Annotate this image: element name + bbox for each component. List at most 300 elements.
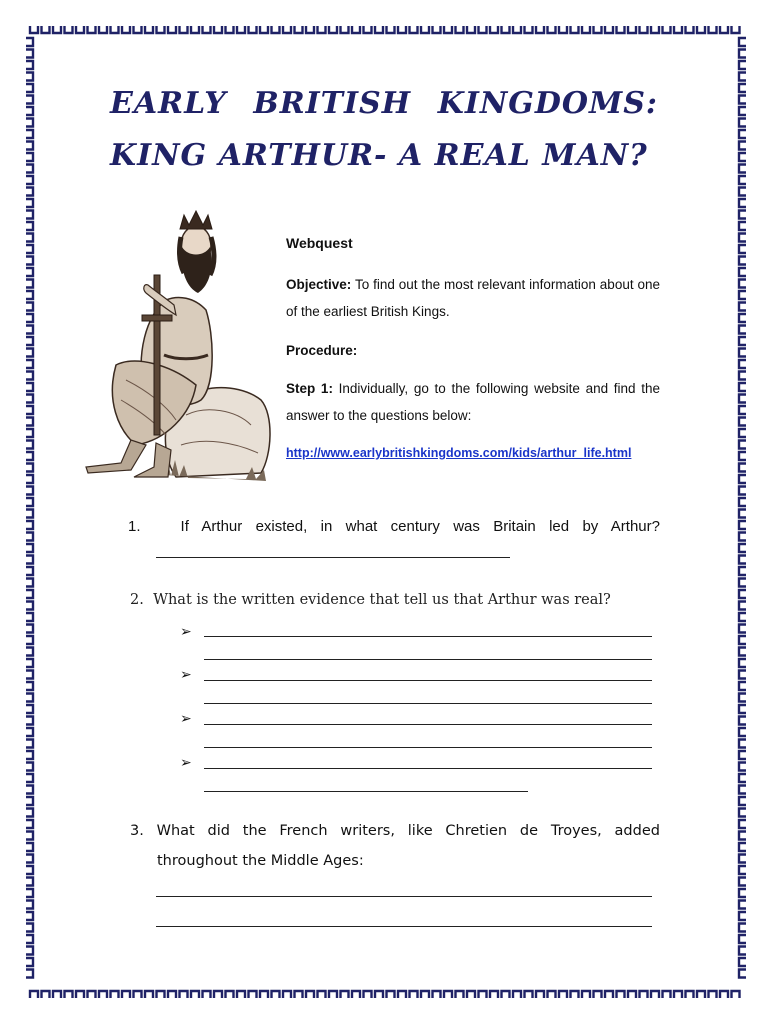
border-link: [739, 360, 746, 368]
border-link: [26, 935, 33, 943]
border-link: [26, 912, 33, 920]
question-1: [128, 514, 660, 540]
border-link: [387, 26, 395, 33]
border-link: [26, 291, 33, 299]
border-link: [739, 487, 746, 495]
border-link: [739, 866, 746, 874]
border-link: [739, 257, 746, 265]
border-link: [674, 26, 682, 33]
border-link: [122, 991, 130, 998]
border-link: [180, 991, 188, 998]
question-3-word: Troyes,: [550, 823, 602, 839]
answer-line[interactable]: [156, 896, 652, 897]
border-link: [456, 991, 464, 998]
border-link: [732, 26, 740, 33]
border-link: [26, 176, 33, 184]
border-link: [26, 671, 33, 679]
border-link: [739, 73, 746, 81]
answer-line[interactable]: [204, 747, 652, 748]
border-link: [739, 142, 746, 150]
border-link: [628, 26, 636, 33]
border-link: [26, 648, 33, 656]
border-link: [410, 991, 418, 998]
border-link: [739, 50, 746, 58]
border-link: [490, 991, 498, 998]
border-link: [739, 740, 746, 748]
border-link: [26, 728, 33, 736]
border-link: [26, 153, 33, 161]
border-link: [739, 958, 746, 966]
border-link: [26, 579, 33, 587]
question-3-word: added: [614, 823, 660, 839]
border-link: [605, 991, 613, 998]
border-link: [739, 199, 746, 207]
border-link: [26, 878, 33, 886]
border-link: [26, 763, 33, 771]
border-link: [739, 211, 746, 219]
border-link: [548, 991, 556, 998]
website-link[interactable]: http://www.earlybritishkingdoms.com/kids/arthur_life.html: [286, 446, 632, 460]
border-link: [26, 889, 33, 897]
border-link: [739, 602, 746, 610]
question-3-word: de: [519, 823, 539, 839]
border-link: [651, 26, 659, 33]
border-link: [157, 991, 165, 998]
border-link: [122, 26, 130, 33]
border-link: [99, 26, 107, 33]
border-link: [26, 843, 33, 851]
border-link: [739, 832, 746, 840]
worksheet-title-line1: [110, 86, 658, 121]
border-link: [26, 613, 33, 621]
objective-paragraph: [286, 271, 660, 325]
border-link: [628, 991, 636, 998]
border-link: [272, 26, 280, 33]
border-link: [739, 878, 746, 886]
answer-line[interactable]: [156, 557, 510, 558]
question-1-text: If Arthur existed, in what century was Britain led by Arthur?: [180, 518, 660, 535]
border-link: [739, 84, 746, 92]
border-link: [536, 26, 544, 33]
border-link: [42, 991, 50, 998]
border-link: [26, 257, 33, 265]
border-link: [739, 510, 746, 518]
border-link: [26, 602, 33, 610]
border-link: [739, 176, 746, 184]
border-link: [145, 26, 153, 33]
border-link: [26, 142, 33, 150]
border-link: [513, 991, 521, 998]
border-link: [26, 211, 33, 219]
border-link: [525, 991, 533, 998]
border-link: [237, 26, 245, 33]
border-link: [26, 130, 33, 138]
border-link: [76, 26, 84, 33]
answer-line[interactable]: [204, 703, 652, 704]
arrowhead-bullet-icon: ➢: [180, 667, 192, 683]
border-link: [739, 475, 746, 483]
border-link: [26, 165, 33, 173]
title-word: EARLY: [110, 86, 227, 121]
border-link: [26, 349, 33, 357]
border-link: [739, 291, 746, 299]
border-link: [739, 188, 746, 196]
border-link: [26, 406, 33, 414]
answer-line[interactable]: [204, 768, 652, 769]
border-link: [26, 372, 33, 380]
border-link: [513, 26, 521, 33]
border-link: [525, 26, 533, 33]
question-3-word: like: [407, 823, 433, 839]
border-link: [375, 991, 383, 998]
border-link: [739, 728, 746, 736]
border-link: [739, 625, 746, 633]
border-link: [26, 924, 33, 932]
border-link: [467, 991, 475, 998]
border-link: [697, 991, 705, 998]
border-link: [375, 26, 383, 33]
border-link: [26, 866, 33, 874]
border-link: [26, 855, 33, 863]
border-link: [26, 96, 33, 104]
border-link: [26, 487, 33, 495]
question-3-line1: [130, 816, 660, 846]
border-link: [739, 372, 746, 380]
border-link: [467, 26, 475, 33]
border-link: [739, 234, 746, 242]
border-link: [318, 991, 326, 998]
border-link: [739, 797, 746, 805]
border-link: [26, 694, 33, 702]
border-link: [739, 774, 746, 782]
border-link: [26, 61, 33, 69]
border-link: [26, 958, 33, 966]
border-link: [26, 544, 33, 552]
border-link: [739, 395, 746, 403]
border-link: [739, 533, 746, 541]
border-link: [479, 26, 487, 33]
border-link: [739, 107, 746, 115]
border-link: [739, 452, 746, 460]
border-link: [26, 475, 33, 483]
border-link: [283, 26, 291, 33]
border-link: [26, 337, 33, 345]
border-link: [739, 119, 746, 127]
border-link: [739, 613, 746, 621]
border-link: [421, 991, 429, 998]
webquest-heading: Webquest: [286, 235, 353, 251]
step1-label: Step 1:: [286, 381, 333, 396]
king-arthur-illustration: [76, 205, 276, 490]
answer-line[interactable]: [204, 636, 652, 637]
border-link: [739, 153, 746, 161]
border-link: [42, 26, 50, 33]
question-1-number: 1.: [128, 518, 141, 535]
border-link: [26, 188, 33, 196]
border-link: [26, 326, 33, 334]
border-link: [739, 245, 746, 253]
border-link: [739, 763, 746, 771]
border-link: [739, 222, 746, 230]
border-link: [720, 26, 728, 33]
border-link: [26, 556, 33, 564]
border-link: [26, 268, 33, 276]
answer-line[interactable]: [204, 680, 652, 681]
border-link: [318, 26, 326, 33]
border-link: [739, 268, 746, 276]
border-link: [739, 96, 746, 104]
border-link: [433, 991, 441, 998]
border-link: [739, 843, 746, 851]
border-link: [65, 26, 73, 33]
border-link: [739, 786, 746, 794]
border-link: [26, 659, 33, 667]
border-link: [739, 406, 746, 414]
border-link: [111, 991, 119, 998]
border-link: [433, 26, 441, 33]
border-link: [306, 26, 314, 33]
border-link: [739, 590, 746, 598]
border-link: [26, 464, 33, 472]
border-link: [295, 991, 303, 998]
border-link: [26, 222, 33, 230]
border-link: [739, 924, 746, 932]
worksheet-title-line2: KING ARTHUR- A REAL MAN?: [110, 138, 648, 173]
border-link: [739, 820, 746, 828]
question-3-word: the: [242, 823, 267, 839]
border-link: [739, 682, 746, 690]
border-link: [26, 751, 33, 759]
border-link: [739, 337, 746, 345]
border-link: [214, 991, 222, 998]
question-3-line2: throughout the Middle Ages:: [157, 853, 364, 869]
border-link: [203, 991, 211, 998]
border-link: [26, 38, 33, 46]
border-link: [739, 544, 746, 552]
border-link: [739, 947, 746, 955]
border-link: [191, 26, 199, 33]
border-link: [739, 935, 746, 943]
border-link: [456, 26, 464, 33]
border-link: [26, 590, 33, 598]
border-link: [26, 280, 33, 288]
border-link: [145, 991, 153, 998]
border-link: [490, 26, 498, 33]
answer-line[interactable]: [204, 659, 652, 660]
border-link: [594, 26, 602, 33]
border-link: [26, 245, 33, 253]
border-link: [272, 991, 280, 998]
step1-text: Individually, go to the following website and find the answer to the questions below:: [286, 381, 660, 423]
border-link: [53, 991, 61, 998]
border-link: [444, 991, 452, 998]
border-link: [26, 498, 33, 506]
border-link: [260, 991, 268, 998]
border-link: [65, 991, 73, 998]
question-3-word: Chretien: [445, 823, 508, 839]
border-link: [720, 991, 728, 998]
border-link: [26, 901, 33, 909]
border-link: [283, 991, 291, 998]
border-link: [739, 441, 746, 449]
border-link: [26, 636, 33, 644]
border-link: [651, 991, 659, 998]
border-link: [739, 61, 746, 69]
question-3: [130, 816, 660, 876]
title-word: KINGDOMS:: [437, 86, 658, 121]
border-link: [134, 26, 142, 33]
border-link: [26, 717, 33, 725]
question-3-word: What: [156, 823, 195, 839]
border-link: [548, 26, 556, 33]
border-link: [26, 521, 33, 529]
border-link: [709, 991, 717, 998]
border-link: [26, 625, 33, 633]
border-link: [134, 991, 142, 998]
border-link: [249, 26, 257, 33]
border-link: [26, 774, 33, 782]
border-link: [410, 26, 418, 33]
border-link: [605, 26, 613, 33]
border-link: [571, 26, 579, 33]
border-link: [739, 717, 746, 725]
border-link: [168, 991, 176, 998]
border-link: [295, 26, 303, 33]
border-link: [387, 991, 395, 998]
border-link: [203, 26, 211, 33]
border-link: [674, 991, 682, 998]
arrowhead-bullet-icon: ➢: [180, 624, 192, 640]
border-link: [226, 26, 234, 33]
border-link: [26, 418, 33, 426]
border-link: [26, 797, 33, 805]
border-link: [663, 26, 671, 33]
border-link: [26, 314, 33, 322]
border-link: [352, 26, 360, 33]
border-link: [111, 26, 119, 33]
border-link: [739, 579, 746, 587]
border-link: [26, 107, 33, 115]
border-link: [663, 991, 671, 998]
question-2: [130, 592, 611, 608]
border-link: [640, 991, 648, 998]
border-link: [26, 820, 33, 828]
objective-text: To find out the most relevant information about one of the earliest British Kings.: [286, 277, 660, 319]
question-2-number: 2.: [130, 592, 144, 608]
border-link: [26, 832, 33, 840]
procedure-label: Procedure:: [286, 343, 358, 358]
border-link: [26, 809, 33, 817]
border-link: [364, 991, 372, 998]
border-link: [739, 659, 746, 667]
answer-line[interactable]: [156, 926, 652, 927]
border-link: [739, 326, 746, 334]
border-link: [26, 199, 33, 207]
border-link: [739, 418, 746, 426]
border-link: [739, 912, 746, 920]
border-link: [26, 360, 33, 368]
border-link: [686, 26, 694, 33]
border-link: [168, 26, 176, 33]
border-link: [341, 26, 349, 33]
border-link: [739, 130, 746, 138]
border-link: [479, 991, 487, 998]
title-word: BRITISH: [253, 86, 412, 121]
border-link: [352, 991, 360, 998]
answer-line[interactable]: [204, 791, 528, 792]
border-link: [26, 395, 33, 403]
border-link: [709, 26, 717, 33]
border-link: [739, 383, 746, 391]
border-link: [421, 26, 429, 33]
border-link: [502, 991, 510, 998]
question-3-word: French: [279, 823, 328, 839]
border-link: [26, 740, 33, 748]
border-link: [739, 521, 746, 529]
step1-paragraph: [286, 375, 660, 429]
border-link: [157, 26, 165, 33]
border-link: [739, 970, 746, 978]
border-link: [99, 991, 107, 998]
border-link: [398, 26, 406, 33]
border-link: [739, 636, 746, 644]
border-link: [26, 533, 33, 541]
border-link: [260, 26, 268, 33]
border-link: [739, 429, 746, 437]
answer-line[interactable]: [204, 724, 652, 725]
border-link: [30, 991, 38, 998]
border-link: [559, 991, 567, 998]
border-link: [739, 303, 746, 311]
border-link: [739, 889, 746, 897]
border-link: [732, 991, 740, 998]
border-link: [214, 26, 222, 33]
question-3-number: 3.: [130, 823, 144, 839]
border-link: [697, 26, 705, 33]
border-link: [364, 26, 372, 33]
border-link: [26, 383, 33, 391]
border-link: [571, 991, 579, 998]
border-link: [739, 280, 746, 288]
border-link: [398, 991, 406, 998]
border-link: [26, 786, 33, 794]
border-link: [30, 26, 38, 33]
border-link: [640, 26, 648, 33]
border-link: [559, 26, 567, 33]
border-link: [26, 682, 33, 690]
border-link: [739, 567, 746, 575]
border-link: [739, 498, 746, 506]
border-link: [26, 234, 33, 242]
border-link: [76, 991, 84, 998]
border-link: [739, 705, 746, 713]
border-link: [739, 648, 746, 656]
arrowhead-bullet-icon: ➢: [180, 755, 192, 771]
border-link: [536, 991, 544, 998]
border-link: [341, 991, 349, 998]
border-link: [26, 429, 33, 437]
border-link: [191, 991, 199, 998]
border-link: [739, 464, 746, 472]
question-3-word: did: [207, 823, 230, 839]
border-link: [582, 26, 590, 33]
border-link: [739, 314, 746, 322]
border-link: [329, 991, 337, 998]
border-link: [180, 26, 188, 33]
border-link: [739, 556, 746, 564]
border-link: [739, 694, 746, 702]
question-3-word: writers,: [340, 823, 395, 839]
